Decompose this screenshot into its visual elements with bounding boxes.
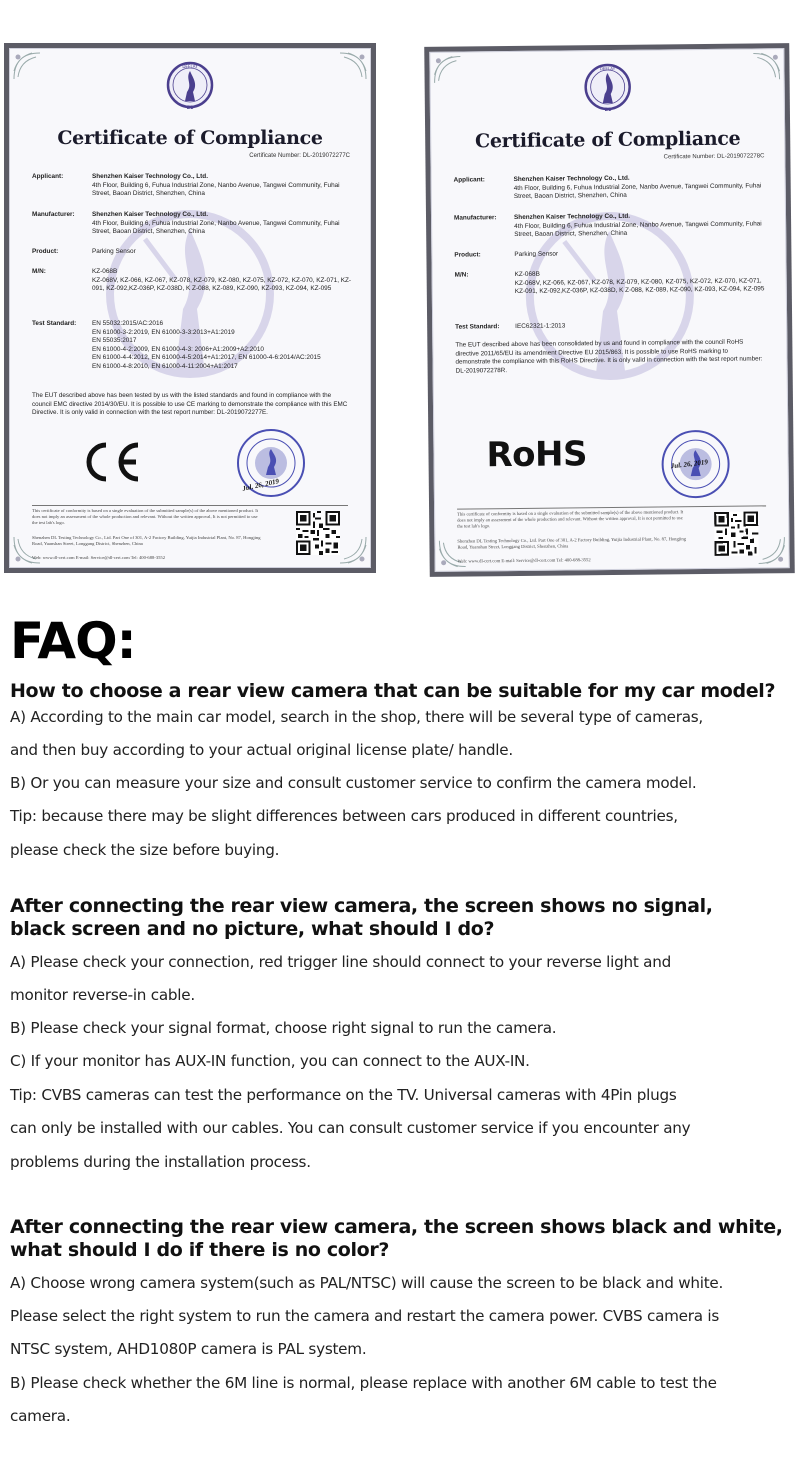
- applicant-row: [454, 173, 767, 202]
- product-label: Product:: [32, 248, 59, 255]
- faq-question-2-line-1: After connecting the rear view camera, the screen shows no signal,: [10, 895, 713, 917]
- logo-letters: DL: [604, 107, 611, 114]
- logo-text: DEELAY: [599, 65, 615, 72]
- product-row: [32, 248, 352, 257]
- compliance-statement: The EUT described above has been tested by us with the listed standards and found in compliance with the council EMC directive 2014/30/EU. It is possible to use CE marking to demonstrate the compliance with this EMC Directive. It is only valid in connection with the test report number: DL-2019072277E.: [32, 392, 348, 417]
- faq-answer-line: please check the size before buying.: [10, 841, 280, 859]
- footer-divider: [457, 505, 766, 509]
- standard-item: EN 55032:2015/AC:2016: [92, 320, 164, 327]
- dl-logo-icon: [583, 61, 632, 113]
- applicant-address: 4th Floor, Building 6, Fuhua Industrial Zone, Nanbo Avenue, Tangwei Community, Fuhai Street, Baoan District, Shenzhen, China: [92, 181, 340, 198]
- corner-ornament-icon: [338, 535, 368, 565]
- certificate-title: Certificate of Compliance: [474, 127, 741, 153]
- model-list: KZ-068V, KZ-066, KZ-067, KZ-078, KZ-079, KZ-080, KZ-075, KZ-072, KZ-070, KZ-071, KZ-091, KZ-092,KZ-036P, KZ-038D, K Z-088, KZ-089, KZ-090, KZ-093, KZ-094, KZ-095: [92, 276, 352, 293]
- standard-label: Test Standard:: [32, 320, 77, 327]
- faq-answer-line: A) Choose wrong camera system(such as PAL/NTSC) will cause the screen to be black and white.: [10, 1274, 724, 1292]
- model-list: KZ-068V, KZ-066, KZ-067, KZ-078, KZ-079, KZ-080, KZ-075, KZ-072, KZ-070, KZ-071, KZ-091, KZ-092,KZ-036P, KZ-038D, K Z-088, KZ-089, KZ-090, KZ-093, KZ-094, KZ-095: [514, 276, 765, 296]
- applicant-name: Shenzhen Kaiser Technology Co., Ltd.: [513, 174, 630, 183]
- faq-question-1: How to choose a rear view camera that can be suitable for my car model?: [10, 680, 776, 702]
- logo-text: DEELAY: [182, 64, 198, 69]
- standard-item: EN 55035:2017: [92, 337, 137, 345]
- manufacturer-row: [454, 211, 767, 240]
- certificate-ce-frame: [4, 43, 376, 573]
- certificate-footnote: This certificate of conformity is based on a single evaluation of the submitted sample(s) of the above mentioned product. It does not imply an assessment of the whole production and relevant. Without the written approval, It is not permitted to use the test lab's logo.: [32, 508, 259, 525]
- certificate-footnote: This certificate of conformity is based on a single evaluation of the submitted sample(s) of the above mentioned product. It does not imply an assessment of the whole production and relevant. Without the written approval, It is not permitted to use the test lab's logo.: [457, 509, 684, 529]
- manufacturer-address: 4th Floor, Building 6, Fuhua Industrial Zone, Nanbo Avenue, Tangwei Community, Fuhai Street, Baoan District, Shenzhen, China: [92, 219, 340, 236]
- qr-code-icon: [296, 511, 340, 555]
- manufacturer-label: Manufacturer:: [32, 211, 75, 218]
- faq-question-3-line-2: what should I do if there is no color?: [10, 1239, 390, 1261]
- faq-answer-line: A) According to the main car model, search in the shop, there will be several type of cameras,: [10, 708, 704, 726]
- corner-ornament-icon: [338, 51, 368, 81]
- applicant-label: Applicant:: [32, 173, 64, 180]
- faq-answer-line: Tip: because there may be slight differences between cars produced in different countries,: [10, 807, 678, 825]
- standard-row: [455, 320, 768, 332]
- standard-label: Test Standard:: [455, 323, 500, 331]
- standard-item: EN 61000-4-2:2009, EN 61000-4-3: 2006+A1:2009+A2:2010: [92, 345, 264, 353]
- dl-logo-icon: [166, 59, 214, 111]
- faq-answer-line: monitor reverse-in cable.: [10, 986, 195, 1004]
- certificate-title: Certificate of Compliance: [57, 127, 323, 149]
- faq-answer-line: can only be installed with our cables. You can consult customer service if you encounter any: [10, 1119, 691, 1137]
- faq-answer-line: camera.: [10, 1407, 71, 1425]
- stamp-date: Jul. 26, 2019: [241, 477, 280, 493]
- faq-answer-line: A) Please check your connection, red trigger line should connect to your reverse light and: [10, 953, 671, 971]
- model-label: M/N:: [454, 271, 469, 279]
- manufacturer-name: Shenzhen Kaiser Technology Co., Ltd.: [513, 212, 631, 221]
- model-label: M/N:: [32, 268, 46, 275]
- faq-question-3-line-1: After connecting the rear view camera, the screen shows black and white,: [10, 1216, 783, 1238]
- footer-divider: [32, 505, 348, 506]
- corner-ornament-icon: [12, 51, 42, 81]
- faq-answer-line: NTSC system, AHD1080P camera is PAL system.: [10, 1340, 367, 1358]
- corner-ornament-icon: [751, 51, 781, 81]
- certificate-rohs: [429, 48, 789, 572]
- stamp-date: Jul. 26, 2019: [670, 458, 709, 471]
- model-main: KZ-068B: [514, 270, 540, 278]
- applicant-name: Shenzhen Kaiser Technology Co., Ltd.: [92, 173, 208, 180]
- faq-question-2-line-2: black screen and no picture, what should I do?: [10, 918, 495, 940]
- lab-address: Shenzhen DL Testing Technology Co., Ltd. Part One of 301, A-2 Factory Building, Yuijia Industrial Plant, No. 87, Hongjing Road, Yuanshan Street, Longgang District, Shenzhen, China: [457, 536, 686, 550]
- faq-answer-line: B) Please check your signal format, choose right signal to run the camera.: [10, 1019, 557, 1037]
- product-label: Product:: [454, 251, 481, 259]
- product-value: Parking Sensor: [514, 250, 559, 258]
- standard-item: IEC62321-1:2013: [515, 322, 566, 330]
- applicant-address: 4th Floor, Building 6, Fuhua Industrial Zone, Nanbo Avenue, Tangwei Community, Fuhai Street, Baoan District, Shenzhen, China: [513, 181, 762, 201]
- faq-answer-line: C) If your monitor has AUX-IN function, you can connect to the AUX-IN.: [10, 1052, 530, 1070]
- lab-contact: Web: www.dl-cert.com E-mail: Service@dl-cert.com Tel: 400-688-3552: [457, 557, 591, 564]
- ce-mark-icon: [76, 439, 142, 485]
- product-value: Parking Sensor: [92, 248, 136, 255]
- corner-ornament-icon: [756, 535, 786, 565]
- lab-contact: Web: www.dl-cert.com E-mail: Service@dl-cert.com Tel: 400-688-3552: [32, 555, 166, 560]
- standard-row: [32, 320, 352, 372]
- compliance-statement: The EUT described above has been consolidated by us and found in compliance with the council RoHS directive 2011/65/EU its amendment Directive EU 2015/863. It is possible to use RoHS marking to demonstrate the compliance with this RoHS Directive. It is only valid in connection with the test report number: DL-2019072278R.: [455, 338, 763, 375]
- manufacturer-name: Shenzhen Kaiser Technology Co., Ltd.: [92, 211, 208, 218]
- faq-answer-line: and then buy according to your actual original license plate/ handle.: [10, 741, 513, 759]
- standard-item: EN 61000-3-2:2019, EN 61000-3-3:2013+A1:2019: [92, 328, 235, 336]
- faq-answer-line: problems during the installation process.: [10, 1153, 311, 1171]
- manufacturer-address: 4th Floor, Building 6, Fuhua Industrial Zone, Nanbo Avenue, Tangwei Community, Fuhai Street, Baoan District, Shenzhen, China: [514, 219, 762, 239]
- faq-answer-line: Please select the right system to run the camera and restart the camera power. CVBS camera is: [10, 1307, 720, 1325]
- certificate-number: Certificate Number: DL-2019072278C: [663, 153, 765, 161]
- logo-letters: DL: [186, 106, 194, 111]
- standard-item: EN 61000-4-8:2010, EN 61000-4-11:2004+A1:2017: [92, 362, 238, 370]
- applicant-label: Applicant:: [453, 176, 485, 184]
- qr-code-icon: [714, 511, 758, 555]
- lab-address: Shenzhen DL Testing Technology Co., Ltd. Part One of 301, A-2 Factory Building, Yuijia Industrial Plant, No. 87, Hongjing Road, Yuanshan Street, Longgang District, Shenzhen, China: [32, 535, 261, 546]
- standard-item: EN 61000-4-4:2012, EN 61000-4-5:2014+A1:2017, EN 61000-4-6:2014/AC:2015: [92, 354, 321, 362]
- corner-ornament-icon: [432, 55, 462, 85]
- model-row: [32, 268, 352, 294]
- manufacturer-row: [32, 211, 352, 237]
- faq-answer-line: Tip: CVBS cameras can test the performance on the TV. Universal cameras with 4Pin plugs: [10, 1086, 677, 1104]
- rohs-mark: RoHS: [486, 434, 588, 476]
- certificate-rohs-frame: [424, 43, 795, 577]
- model-main: KZ-068B: [92, 268, 118, 275]
- faq-answer-line: B) Or you can measure your size and consult customer service to confirm the camera model.: [10, 774, 697, 792]
- product-row: [454, 248, 767, 260]
- applicant-row: [32, 173, 352, 199]
- model-row: [455, 268, 768, 297]
- faq-answer-line: B) Please check whether the 6M line is normal, please replace with another 6M cable to test the: [10, 1374, 717, 1392]
- faq-heading: FAQ:: [10, 612, 136, 670]
- certificate-ce: [9, 48, 371, 568]
- manufacturer-label: Manufacturer:: [453, 214, 497, 222]
- certificate-number: Certificate Number: DL-2019072277C: [249, 153, 350, 159]
